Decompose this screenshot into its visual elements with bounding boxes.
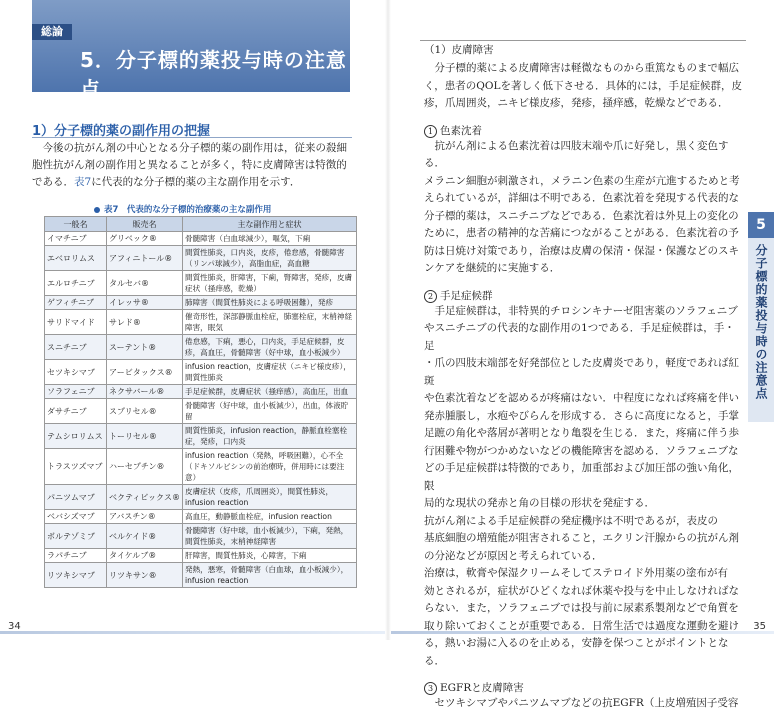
subsection-heading: （1）皮膚障害	[424, 44, 494, 56]
cell-generic: ソラフェニブ	[45, 385, 107, 399]
col-header-brand: 販売名	[107, 217, 183, 232]
book-spine	[385, 0, 391, 640]
cell-generic: ボルテゾミブ	[45, 524, 107, 549]
cell-effects: 骨髄障害（好中球，血小板減少），下痢，発熱，間質性肺炎，末梢神経障害	[183, 524, 357, 549]
text-line: 抗がん剤による手足症候群の発症機序は不明であるが，表皮の	[424, 514, 718, 527]
cell-effects: 高血圧，動静脈血栓症，infusion reaction	[183, 510, 357, 524]
cell-generic: リツキシマブ	[45, 563, 107, 588]
cell-generic: サリドマイド	[45, 310, 107, 335]
bullet-icon	[94, 207, 100, 213]
cell-generic: ラパチニブ	[45, 549, 107, 563]
text-line: ・爪の四肢末端部を好発部位とした皮膚炎であり，軽度であれば紅斑	[424, 357, 739, 387]
cell-brand: アフィニトール®	[107, 246, 183, 271]
text-line: 分子標的薬による皮膚障害は軽微なものから重篤なものまで幅広	[434, 62, 739, 74]
cell-effects: 間質性肺炎，infusion reaction，静脈血栓塞栓症，発疹，口内炎	[183, 424, 357, 449]
text-line: ンケアを継続的に実施する．	[424, 262, 561, 274]
sub1-body	[424, 138, 744, 278]
cell-brand: ベルケイド®	[107, 524, 183, 549]
text-line: 効とされるが，症状がひどくなれば休薬や投与を中止しなければな	[424, 584, 739, 597]
sub3-body	[424, 695, 744, 713]
text-line: やスニチニブの代表的な副作用の1つである．手足症候群は，手・足	[424, 322, 735, 352]
side-tab-number: 5	[748, 212, 774, 238]
intro-paragraph	[32, 140, 354, 191]
cell-generic: スニチニブ	[45, 335, 107, 360]
cell-effects: 発熱，悪寒，骨髄障害（白血球，血小板減少），infusion reaction	[183, 563, 357, 588]
intro-line-last: である．表7に代表的な分子標的薬の主な副作用を示す．	[32, 176, 301, 188]
text-line: 基底細胞の増殖能が阻害されること，エクリン汗腺からの抗がん剤	[424, 532, 739, 544]
text-line: 足蹠の角化や落屑が著明となり亀裂を生じる．また，疼痛に伴う歩	[424, 427, 739, 439]
cell-brand: サレド®	[107, 310, 183, 335]
cell-effects: 肺障害（間質性肺炎による呼吸困難），発疹	[183, 296, 357, 310]
text-line: メラニン細胞が刺激され，メラニン色素の生産が亢進するためと考	[424, 174, 740, 187]
text-line: 発赤腫脹し，水疱やびらんを形成する．さらに高度になると，手掌	[424, 409, 739, 422]
cell-brand: グリベック®	[107, 232, 183, 246]
circled-number: 3	[424, 682, 437, 695]
cell-effects: 間質性肺炎，肝障害，下痢，腎障害，発疹，皮膚症状（掻痒感，乾燥）	[183, 271, 357, 296]
text-line: 局的な現状の発赤と角の目様の形状を発症する．	[424, 497, 655, 509]
right-intro	[424, 60, 744, 113]
sub-heading-3: 3 EGFRと皮膚障害	[424, 680, 744, 695]
table-row	[45, 399, 357, 424]
sub-heading-1: 1 色素沈着	[424, 123, 744, 138]
circled-number: 1	[424, 125, 437, 138]
table-row	[45, 335, 357, 360]
cell-effects: infusion reaction（発熱，呼吸困難），心不全（ドキソルビシンの前治療時，併用時には要注意）	[183, 449, 357, 485]
table-row	[45, 271, 357, 296]
side-tab-label: 分子標的薬投与時の注意点	[754, 244, 768, 400]
chapter-banner	[32, 0, 350, 101]
chapter-tag: 総論	[32, 24, 72, 40]
text-line: の分泌などが原因と考えられている．	[424, 549, 603, 562]
cell-effects: 骨髄障害（好中球，血小板減少），出血，体液貯留	[183, 399, 357, 424]
section-rule	[32, 137, 352, 138]
table-row	[45, 424, 357, 449]
table-row	[45, 563, 357, 588]
cell-effects: 催奇形性，深部静脈血栓症，肺塞栓症，末梢神経障害，眠気	[183, 310, 357, 335]
text-line: セツキシマブやパニツムマブなどの抗EGFR（上皮増殖因子受容	[434, 697, 739, 709]
cell-effects: 皮膚症状（皮疹，爪周囲炎），間質性肺炎，infusion reaction	[183, 485, 357, 510]
text-line: 疹，爪周囲炎，ニキビ様皮疹，発疹，掻痒感，乾燥などである．	[424, 97, 729, 109]
footer-bar-left	[0, 631, 385, 634]
cell-brand: スーテント®	[107, 335, 183, 360]
text-line: どの手足症候群は特徴的であり，加重部および加圧部の強い角化，限	[424, 462, 739, 492]
chapter-title: 5．分子標的薬投与時の注意点	[80, 48, 347, 101]
cell-generic: パニツムマブ	[45, 485, 107, 510]
cell-generic: ベバシズマブ	[45, 510, 107, 524]
cell-brand: リツキサン®	[107, 563, 183, 588]
cell-brand: アービタックス®	[107, 360, 183, 385]
text-line: く，患者のQOLを著しく低下させる．具体的には，手足症候群，皮	[424, 79, 742, 92]
table-row	[45, 510, 357, 524]
table-row	[45, 549, 357, 563]
section-title: 1）分子標的薬の副作用の把握	[32, 124, 211, 139]
circled-number: 2	[424, 290, 437, 303]
cell-brand: ネクサバール®	[107, 385, 183, 399]
cell-brand: ハーセプチン®	[107, 449, 183, 485]
cell-brand: タルセバ®	[107, 271, 183, 296]
text-line: 防は日焼け対策であり，治療は皮膚の保清・保湿・保護などのスキ	[424, 244, 739, 257]
page-number-left: 34	[8, 621, 21, 632]
text-line: 分子標的薬は，スニチニブなどである．色素沈着は外見上の変化の	[424, 209, 739, 222]
footer-bar-right	[391, 631, 774, 634]
col-header-effects: 主な副作用と症状	[183, 217, 357, 232]
table-row	[45, 296, 357, 310]
drug-side-effect-table	[44, 216, 357, 588]
cell-effects: 間質性肺炎，口内炎，皮疹，倦怠感，骨髄障害（リンパ球減少），高脂血症，高血糖	[183, 246, 357, 271]
sub-heading-2: 2 手足症候群	[424, 288, 744, 303]
cell-generic: トラスツズマブ	[45, 449, 107, 485]
page-number-right: 35	[753, 621, 766, 632]
cell-effects: infusion reaction，皮膚症状（ニキビ様皮疹），間質性肺炎	[183, 360, 357, 385]
text-line: 取り除いておくことが重要である．日常生活では過度な運動を避け	[424, 619, 739, 632]
table-row	[45, 385, 357, 399]
cell-effects: 肝障害，間質性肺炎，心障害，下痢	[183, 549, 357, 563]
cell-brand: タイケルブ®	[107, 549, 183, 563]
table-row	[45, 360, 357, 385]
text-line: ために，患者の精神的な苦痛につながることがある．色素沈着の予	[424, 227, 739, 239]
text-line: 抗がん剤による色素沈着は四肢末端や爪に好発し，黒く変色する．	[424, 139, 729, 169]
cell-brand: トーリセル®	[107, 424, 183, 449]
cell-brand: アバスチン®	[107, 510, 183, 524]
cell-generic: ゲフィチニブ	[45, 296, 107, 310]
cell-brand: スプリセル®	[107, 399, 183, 424]
table-ref: 表7	[74, 176, 92, 188]
cell-generic: エルロチニブ	[45, 271, 107, 296]
right-body	[424, 60, 744, 713]
text-line: 治療は，軟膏や保湿クリームそしてステロイド外用薬の塗布が有	[424, 567, 728, 579]
intro-line: 胞性抗がん剤の副作用と異なることが多く，特に皮膚障害は特徴的	[32, 159, 347, 171]
cell-effects: 倦怠感，下痢，悪心，口内炎，手足症候群，皮疹，高血圧，骨髄障害（好中球，血小板減少）	[183, 335, 357, 360]
cell-generic: イマチニブ	[45, 232, 107, 246]
text-line: 行困難や物がつかめないなどの機能障害を認める．ソラフェニブな	[424, 444, 739, 457]
text-line: 手足症候群は，非特異的チロシンキナーゼ阻害薬のソラフェニブ	[434, 304, 738, 317]
cell-generic: エベロリムス	[45, 246, 107, 271]
text-line: や色素沈着などを認めるが疼痛はない．中程度になれば疼痛を伴い	[424, 392, 739, 404]
cell-generic: テムシロリムス	[45, 424, 107, 449]
cell-effects: 手足症候群，皮膚症状（掻痒感），高血圧，出血	[183, 385, 357, 399]
text-line: えられているが，詳細は不明である．色素沈着を発現する代表的な	[424, 192, 739, 204]
table-row	[45, 310, 357, 335]
table-caption: 表7 代表的な分子標的治療薬の主な副作用	[94, 203, 271, 215]
sub2-body	[424, 303, 744, 671]
table-row	[45, 524, 357, 549]
text-line: る，熱いお湯に入るのを止める，安静を保つことがポイントとなる．	[424, 637, 729, 667]
table-row	[45, 449, 357, 485]
cell-effects: 骨髄障害（白血球減少），嘔気，下痢	[183, 232, 357, 246]
top-rule	[420, 40, 746, 41]
table-row	[45, 485, 357, 510]
cell-generic: セツキシマブ	[45, 360, 107, 385]
table-header-row	[45, 217, 357, 232]
intro-line: 今後の抗がん剤の中心となる分子標的薬の副作用は，従来の殺細	[42, 142, 347, 154]
table-row	[45, 232, 357, 246]
table-row	[45, 246, 357, 271]
text-line: らない．また，ソラフェニブでは投与前に尿素系製剤などで角質を	[424, 602, 739, 614]
cell-brand: ベクティビックス®	[107, 485, 183, 510]
col-header-generic: 一般名	[45, 217, 107, 232]
cell-generic: ダサチニブ	[45, 399, 107, 424]
cell-brand: イレッサ®	[107, 296, 183, 310]
